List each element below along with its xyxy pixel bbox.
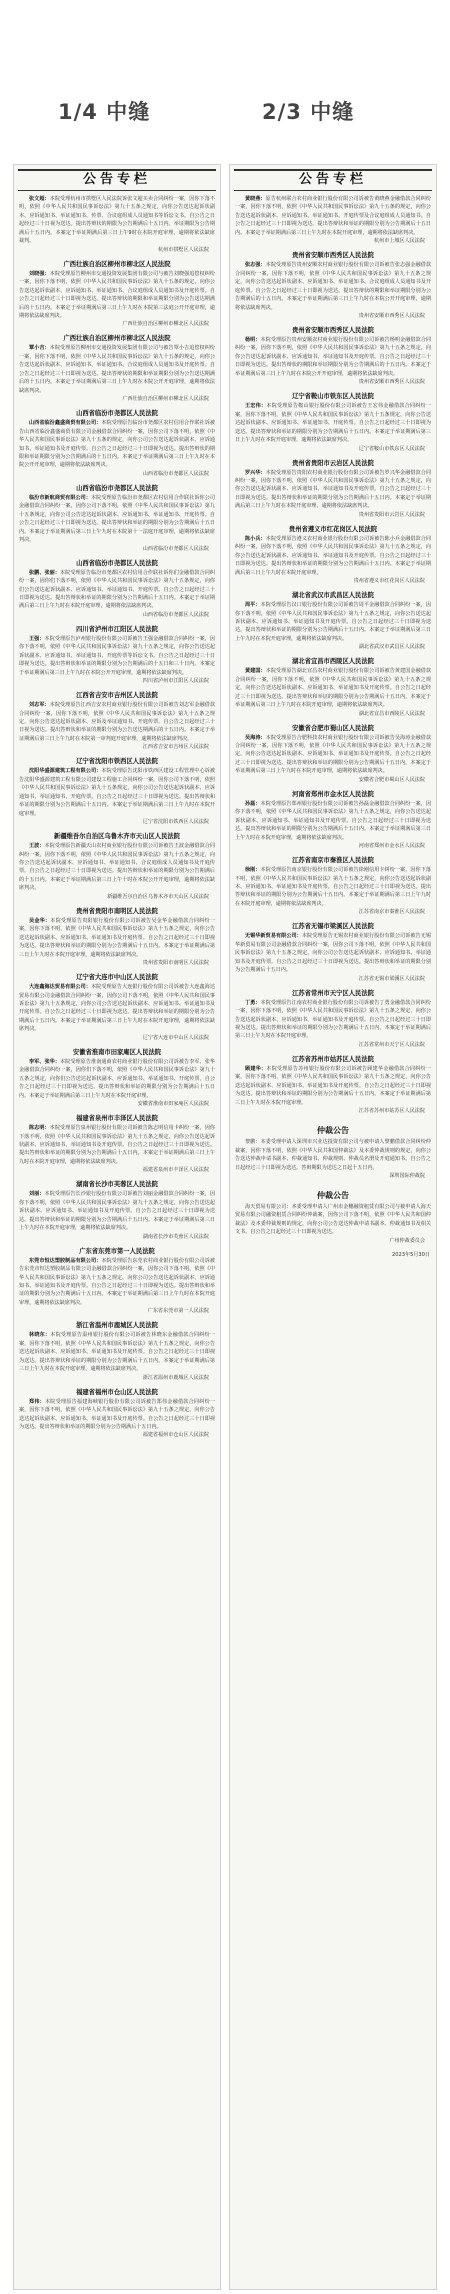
notice-text [235,866,431,908]
notice-body: 本院受理原告泉州银行股份有限公司诉被告陈志明信用卡纠纷一案，因你下落不明，依照《中华人民共和国民事诉讼法》第九十五条之规定，向你公告送达起诉状副本、应诉通知书、举证通知书及开庭传票。自公告之日起经过三十日即视为送达。提出答辩状和举证的期限分别为公告期满后十五日内。本案定于举证期满后第三日上午九时在本院开庭审理，逾期将依法缺席判决。 [19,1125,215,1165]
notice-item [14,1317,220,1383]
notice-text [235,336,431,378]
notice-body: 本院受理原告福建海峡银行股份有限公司诉被告郑伟金融借款合同纠纷一案，因你下落不明，依照《中华人民共和国民事诉讼法》第九十五条之规定，向你公告送达起诉状副本、应诉通知书、举证通知书及开庭传票。自公告之日起经过三十日即视为送达。提出答辩状和举证的期限分别为公告期满后十五日内。 [19,1398,215,1430]
notice-addressee: 山西省临汾鑫盛商贸有限公司： [29,420,102,427]
notice-text [19,1331,215,1373]
notice-signature: 广东省东莞市第一人民法院 [147,1308,209,1315]
notice-body: 本院受理原告柳州市交通投资发展集团有限公司与被告覃小吉追偿权纠纷一案，因你下落不明，依照《中华人民共和国民事诉讼法》第九十五条的规定，向你公告送达起诉状副本、应诉通知书、举证通知书、合议庭组成人员通知书及开庭传票。自公告之日起经过三十日即视为送达。提出答辩状的期限和举证期限分别为公告送达期满后的十五日内。本案定于举证期满后第三日上午九时在本院公开开庭审理，逾期将依法缺席判决。 [19,345,215,394]
notice-item [230,388,436,454]
notice-item [14,969,220,1044]
notice-signature: 广州仲裁委员会 [389,1237,425,1244]
notice-body: 本院受理原告大连银行股份有限公司诉被告大连鑫海达贸易有限公司金融借款合同纠纷一案，因你公司下落不明，依照《中华人民共和国民事诉讼法》第九十五条规定，向你公司公告送达起诉状副本、应诉通知书、举证通知书及开庭传票。自公告之日起经过三十日即视为送达。提出答辩状和举证的期限分别为公告期满后十五日内。本案定于举证期满后第三日上午九时在本院开庭审理，逾期将依法缺席判决。 [19,984,215,1033]
notice-addressee: 顾建华： [245,1065,267,1072]
notice-court-title: 贵州省安顺市西秀区人民法院 [292,252,374,260]
notice-court-title: 贵州省贵阳市南明区人民法院 [76,907,158,915]
notice-item [14,903,220,969]
notice-body: 本院受理原告合肥科技农村商业银行股份有限公司诉被告吴海涛金融借款合同纠纷一案，因你下落不明，依照《中华人民共和国民事诉讼法》第九十五条之规定，向你公告送达起诉状副本、应诉通知书、举证通知书及开庭传票。自公告之日起经过三十日即视为送达。提出答辩状和举证的期限分别为公告期满后十五日内。本案定于举证期满后第三日上午九时在本院开庭审理，逾期将依法缺席判决。 [235,734,431,775]
notice-body: 本院受理原告贵州安顺农村商业银行股份有限公司诉被告杨明金融借款合同纠纷一案，因你下落不明，依照《中华人民共和国民事诉讼法》第九十五条之规定，向你公告送达起诉状副本、应诉通知书、举证通知书及开庭传票。自公告之日起经过三十日即视为送达。提出答辩状的期限和举证期限分别为公告期满后的十五日内。本案定于举证期满后第三日上午九时在本院公开开庭审理，逾期将依法缺席判决。 [235,336,431,377]
notice-signature: 安徽省淮南市田家庵区人民法院 [137,1101,209,1108]
notice-addressee: 林晓东： [29,1332,51,1339]
notice-court-title: 辽宁省鞍山市铁东区人民法院 [292,393,374,401]
notice-text [19,1124,215,1166]
notice-list [230,193,436,1117]
notice-text [235,402,431,444]
notice-court-title: 江西省吉安市吉州区人民法院 [76,692,158,700]
notice-signature: 江苏省南京市秦淮区人民法院 [358,909,425,916]
notice-item [230,720,436,786]
notice-text [19,1190,215,1232]
notice-item [14,1110,220,1176]
notice-addressee: 临汾市新航商贸有限公司： [29,494,92,501]
notice-court-title: 四川省泸州市江阳区人民法院 [76,625,158,633]
notice-body: 本院受理原告郑州银行股份有限公司诉被告孙磊金融借款合同纠纷一案，因你下落不明，依照《中华人民共和国民事诉讼法》第九十五条之规定，向你公告送达起诉状副本、应诉通知书、举证通知书及开庭传票。自公告之日起经过三十日即视为送达。提出答辩状和举证的期限分别为公告期满后十五日内。本案定于举证期满后第三日上午九时在本院开庭审理，逾期将依法缺席判决。 [235,800,431,841]
notice-signature: 四川省泸州市江阳区人民法院 [142,678,209,685]
notice-signature: 福建省泉州市丰泽区人民法院 [142,1167,209,1174]
notice-addressee: 覃小吉： [29,345,50,352]
section-title: 仲裁公告 [317,1189,349,1200]
notice-signature: 湖南省长沙市芙蓉区人民法院 [142,1233,209,1240]
notice-body: 本院受理原告东莞农村商业银行股份有限公司诉被告东莞市恒达塑胶制品有限公司金融借款合同纠纷一案，因你公司下落不明，依照《中华人民共和国民事诉讼法》第九十五条之规定，向你公司公告送达起诉状副本、应诉通知书、举证通知书及开庭传票。自公告之日起经过三十日即视为送达。提出答辩状和举证的期限分别为公告期满后十五日内。本案定于举证期满后第三日上午九时在本院开庭审理，逾期将依法缺席判决。 [19,1257,215,1306]
notice-signature: 安徽省合肥市蜀山区人民法院 [358,776,425,783]
notice-item [14,193,220,256]
notice-court-title: 福建省泉州市丰泽区人民法院 [76,1115,158,1123]
notice-text [235,601,431,643]
notice-item [230,587,436,653]
notice-court-title: 湖南省长沙市芙蓉区人民法院 [76,1181,158,1189]
notice-addressee: 李军、张华： [29,1058,61,1065]
notice-signature: 山西省临汾市尧都区人民法院 [142,470,209,477]
notice-addressee: 吴海涛： [245,734,266,741]
notice-body: 本院受理原告长沙银行股份有限公司诉被告刘丽金融借款合同纠纷一案，因你下落不明，依照《中华人民共和国民事诉讼法》第九十五条之规定，向你公告送达起诉状副本、应诉通知书、举证通知书及开庭传票。自公告之日起经过三十日即视为送达。提出答辩状和举证的期限分别为公告期满后十五日内。本案定于举证期满后第三日上午九时在本院开庭审理，逾期将依法缺席判决。 [19,1191,215,1232]
notice-court-title: 贵州省贵阳市云岩区人民法院 [292,459,374,467]
notice-court-title: 山西省临汾市尧都区人民法院 [76,484,158,492]
arbitration-notice [230,1117,436,1182]
notice-court-title: 福建省福州市仓山区人民法院 [76,1388,158,1396]
notice-signature: 贵州省安顺市西秀区人民法院 [358,312,425,319]
notice-signature: 贵州省贵阳市南明区人民法院 [142,960,209,967]
notice-text [235,195,431,237]
notice-item [14,1044,220,1110]
notice-addressee: 郑伟： [29,1398,45,1405]
notice-text [235,535,431,577]
notice-signature: 江苏省无锡市梁溪区人民法院 [358,975,425,982]
notice-text [235,261,431,312]
notice-item [14,330,220,405]
arbitration-section [230,1117,436,1247]
notice-court-title: 贵州省安顺市西秀区人民法院 [292,326,374,334]
notice-text [235,734,431,776]
notice-court-title: 广东省东莞市第一人民法院 [79,1247,155,1255]
fold-label-right: 2/3 中缝 [262,100,355,124]
notice-text [19,270,215,321]
notice-signature: 山西省临汾市尧都区人民法院 [142,611,209,618]
notice-court-title: 安徽省合肥市蜀山区人民法院 [292,724,374,732]
notice-addressee: 孙磊： [245,800,261,807]
notice-text [19,635,215,677]
notice-body: 本院受理杭州市拱墅区人民法院诉张文超买卖合同纠纷一案，因你下落不明，依照《中华人民共和国民事诉讼法》第九十五条之规定，向你公告送达起诉状副本、应诉通知书、举证通知书、传票、合议庭组成人员通知书等诉讼文书。自公告之日起经过三十日视为送达。提出答辩状的期限为公告期满后十五日内，举证期限为公告期满后十五日内。本案定于举证期满后第三日上午9时在本院开庭审理，逾期将依法缺席裁判。 [19,196,215,245]
notice-addressee: 杨明： [245,336,261,343]
notice-body: 本院受理原告汉口银行股份有限公司诉被告周平金融借款合同纠纷一案，因你下落不明，依照《中华人民共和国民事诉讼法》第九十五条之规定，向你公告送达起诉状副本、应诉通知书、举证通知书及开庭传票。自公告之日起经过三十日即视为送达。提出答辩状和举证的期限分别为公告期满后十五日内。本案定于举证期满后第三日上午九时在本院开庭审理，逾期将依法缺席判决。 [235,602,431,642]
notice-court-title: 广西壮族自治区柳州市柳北区人民法院 [63,335,171,343]
notice-column-left [13,164,221,2290]
notice-court-title: 辽宁省大连市中山区人民法院 [76,974,158,982]
notice-body: 本院受理原告柳州市交通投资发展集团有限公司与被告刘晓强追偿权纠纷一案，因你下落不明，依照《中华人民共和国民事诉讼法》第九十五条的规定，向你公告送达起诉状副本、应诉通知书、举证通知书、合议庭组成人员通知书及开庭传票。自公告之日起经过三十日即视为送达。提出答辩状的期限和举证期限分别为公告送达期满后的十五日内。本案定于举证期满后第三日上午九时在本院第三法庭公开开庭审理，逾期将依法缺席判决。 [19,270,215,319]
notice-body: 本院受理原告苏州银行股份有限公司诉被告顾建华金融借款合同纠纷一案，因你下落不明，依照《中华人民共和国民事诉讼法》第九十五条之规定，向你公告送达起诉状副本、应诉通知书、举证通知书及开庭传票。自公告之日起经过三十日即视为送达。提出答辩状和举证的期限分别为公告期满后十五日内。本案定于举证期满后第三日上午九时在本院开庭审理。 [235,1065,431,1106]
notice-item [230,985,436,1051]
notice-addressee: 周平： [245,602,261,609]
notice-column-right [229,164,437,2290]
notice-signature: 浙江省温州市鹿城区人民法院 [142,1374,209,1381]
notice-body: 本院受理原告临汾市尧都区农村信用合作联社诉你公司金融借款合同纠纷一案，因你公司下落不明，依照《中华人民共和国民事诉讼法》第九十五条规定，向你公司公告送达起诉状副本、应诉通知书、举证通知书、开庭传票。自公告之日起经过三十日即视为送达。提出答辩状和举证的期限分别为公告期满后十五日内。本案定于举证期满后第三日上午九时在本院第十一法庭开庭审理，逾期将依法缺席判决。 [19,494,215,544]
notice-court-title: 江苏省苏州市姑苏区人民法院 [292,1055,374,1063]
notice-text [19,419,215,470]
notice-item [230,653,436,719]
notice-signature: 江苏省常州市天宁区人民法院 [358,1041,425,1048]
notice-text [19,195,215,246]
notice-text [19,983,215,1034]
notice-body: 本院受理原告贵州安顺农村商业银行股份有限公司诉被告张志强金融借款合同纠纷一案，因你下落不明，依照《中华人民共和国民事诉讼法》第九十五条之规定，向你公告送达起诉状副本、应诉通知书、举证通知书、合议庭组成人员通知书及开庭传票。自公告之日起经过三十日即视为送达。提出答辩状的期限和举证期限分别为公告期满后的十五日内。本案定于举证期满后第三日上午九时在本院公开开庭审理，逾期将依法缺席判决。 [235,262,431,311]
notice-body: 本院受理原告遵义农村商业银行股份有限公司诉被告陈小兵金融借款合同纠纷一案，因你下落不明，依照《中华人民共和国民事诉讼法》第九十五条之规定，向你公告送达起诉状副本、应诉通知书、举证通知书及开庭传票。自公告之日起经过三十日即视为送达。提出答辩状和举证的期限分别为公告期满后十五日内。本案定于举证期满后第三日上午九时在本院开庭审理。 [235,535,431,576]
notice-addressee: 丁勇： [245,999,261,1006]
notice-item [230,1051,436,1117]
notice-addressee: 大连鑫海达贸易有限公司： [29,984,92,991]
notice-signature: 湖北省宜昌市西陵区人民法院 [358,710,425,717]
notice-item [14,753,220,828]
notice-signature: 江西省吉安市吉州区人民法院 [142,744,209,751]
notice-text [235,999,431,1041]
notice-addressee: 吴金华： [29,917,51,924]
notice-body: 本院受理原告泸州银行股份有限公司诉被告王强金融借款合同纠纷一案，因你下落不明，依照《中华人民共和国民事诉讼法》第九十五条之规定，向你公告送达起诉状副本、应诉通知书、举证通知书、开庭传票等诉讼文书。自公告之日起经过三十日即视为送达。提出答辩状和举证的期限分别为公告期满后的十五日和三十日内。本案定于举证期满后第三日上午九时在本院公开开庭审理，逾期将依法缺席判决。 [19,635,215,676]
notice-item [14,555,220,621]
notice-body: 本院受理原告南京银行股份有限公司诉被告徐刚信用卡纠纷一案，因你下落不明，依照《中华人民共和国民事诉讼法》第九十五条之规定，向你公告送达起诉状副本、应诉通知书、举证通知书及开庭传票。自公告之日起经过三十日即视为送达。提出答辩状和举证的期限分别为公告期满后十五日内。本案定于举证期满后第三日上午九时在本院开庭审理，逾期将依法缺席判决。 [235,867,431,907]
notice-signature: 河南省郑州市金水区人民法院 [358,843,425,850]
notice-body: 原告杭州联合农村商业银行股份有限公司诉被告黄晓燕金融借款合同纠纷一案，因你下落不明，依照《中华人民共和国民事诉讼法》第九十五条的规定，向你公告送达起诉状副本、应诉通知书、举证通知书、开庭传票及合议庭组成人员通知书。自公告之日起经过三十日即视为送达。提出答辩状和举证的期限分别为公告期满后十五日内。本案定于举证期满后第三日上午九时在本院开庭审理，逾期将依法缺席判决。 [235,196,431,236]
notice-item [14,828,220,903]
notice-court-title: 江苏省南京市秦淮区人民法院 [292,857,374,865]
notice-addressee: 徐刚： [245,867,261,874]
notice-addressee: 黄建国： [245,668,266,675]
notice-addressee: 刘丽： [29,1191,45,1198]
notice-signature: 贵州省贵阳市云岩区人民法院 [358,511,425,518]
notice-addressee: 张志强： [245,262,266,269]
notice-item [14,405,220,480]
notice-court-title: 新疆维吾尔自治区乌鲁木齐市天山区人民法院 [54,833,180,841]
notice-addressee: 王宏伟： [245,403,267,410]
notice-addressee: 沈阳华盛源建筑工程有限公司： [29,768,102,775]
notice-text [19,494,215,545]
notice-body: 本院受理原告贵阳银行股份有限公司诉被告吴金华金融借款合同纠纷一案，因你下落不明，依照《中华人民共和国民事诉讼法》第九十五条之规定，向你公告送达起诉状副本、应诉通知书、举证通知书及开庭传票。自公告之日起经过三十日即视为送达。提出答辩状和举证的期限分别为公告期满后十五日内。本案定于举证期满后第三日上午九时在本院开庭审理，逾期将依法缺席判决。 [19,917,215,958]
notice-signature: 江苏省苏州市姑苏区人民法院 [358,1108,425,1115]
notice-item [230,322,436,388]
notice-addressee: 张文超： [29,196,50,202]
notice-addressee: 东莞市恒达塑胶制品有限公司： [29,1257,102,1264]
notice-court-title: 安徽省淮南市田家庵区人民法院 [72,1048,162,1056]
notice-court-title: 湖北省宜昌市西陵区人民法院 [292,658,374,666]
notice-signature: 贵州省遵义市红花岗区人民法院 [353,578,425,585]
notice-addressee: 刘晓强： [29,270,50,277]
notice-text [19,767,215,818]
notice-signature: 贵州省安顺市西秀区人民法院 [358,379,425,386]
notice-signature: 广西壮族自治区柳州市柳北区人民法院 [122,396,209,403]
notice-signature: 辽宁省沈阳市铁西区人民法院 [142,819,209,826]
notice-text [19,569,215,611]
notice-signature: 杭州市拱墅区人民法院 [158,246,209,253]
notice-addressee: 王强： [29,635,45,642]
notice-item [14,1176,220,1242]
notice-court-title: 辽宁省沈阳市铁西区人民法院 [76,758,158,766]
notice-item [14,480,220,555]
column-header: 公告专栏 [18,169,216,191]
notice-item [14,1243,220,1318]
section-title: 仲裁公告 [317,1125,349,1136]
notice-addressee: 王波： [29,843,45,850]
notice-court-title: 河南省郑州市金水区人民法院 [292,790,374,798]
notice-text [19,1058,215,1100]
notice-court-title: 江苏省常州市天宁区人民法院 [292,989,374,997]
column-header: 公告专栏 [234,169,432,191]
notice-court-title: 江苏省无锡市梁溪区人民法院 [292,923,374,931]
notice-text [19,344,215,395]
notice-body: 本院受理原告江南农村商业银行股份有限公司诉被告丁勇金融借款合同纠纷一案，因你下落不明，依照《中华人民共和国民事诉讼法》第九十五条之规定，向你公告送达起诉状副本、应诉通知书、举证通知书及开庭传票。自公告之日起经过三十日即视为送达。提出答辩状和举证的期限分别为公告期满后十五日内。本案定于举证期满后第三日上午九时在本院开庭审理。 [235,999,431,1040]
notice-item [14,621,220,687]
notice-list [14,193,220,1441]
notice-court-title: 贵州省遵义市红花岗区人民法院 [288,525,378,533]
notice-signature: 新疆维吾尔自治区乌鲁木齐市天山区人民法院 [107,893,209,900]
notice-text [19,1257,215,1308]
notice-signature: 福建省福州市仓山区人民法院 [142,1432,209,1439]
notice-signature: 深圳国际仲裁院 [389,1172,425,1179]
notice-item [230,455,436,521]
notice-body: 本院受理原告贵阳农村商业银行股份有限公司诉被告罗兴华金融借款合同纠纷一案，因你下落不明，依照《中华人民共和国民事诉讼法》第九十五条之规定，向你公告送达起诉状副本、应诉通知书、举证通知书及开庭传票。自公告之日起经过三十日即视为送达。提出答辩状和举证的期限分别为公告期满后十五日内。本案定于举证期满后第三日上午九时在本院开庭审理，逾期将依法缺席判决。 [235,469,431,510]
notice-addressee: 陈小兵： [245,535,266,542]
notice-court-title: 浙江省温州市鹿城区人民法院 [76,1322,158,1330]
notice-item [14,256,220,331]
notice-text: 海天贸易有限公司：本委受理申请人广州市金穗融资租赁有限公司与被申请人海天贸易有限公司融资租赁合同纠纷仲裁案，因你公司下落不明，依照《中华人民共和国仲裁法》及本委仲裁规则的规定，向你公司公告送达仲裁申请书副本、仲裁通知书及相关文书。自公告之日起经过三十日即视为送达。 [235,1203,431,1236]
notice-court-title: 湖北省武汉市武昌区人民法院 [292,592,374,600]
notice-text [235,469,431,511]
notice-addressee: 陈志明： [29,1125,50,1132]
notice-body: 本院受理原告临汾市尧都区农村信用合作联社诉你们金融借款合同纠纷一案，因你们下落不明，依照《中华人民共和国民事诉讼法》第九十五条规定，向你们公告送达起诉状副本、应诉通知书、举证通知书、开庭传票。自公告之日起经过三十日即视为送达。提出答辩状和举证的期限分别为公告期满后十五日内。本案定于举证期满后第三日上午九时在本院开庭审理，逾期将依法缺席判决。 [19,569,215,610]
notice-signature: 山西省临汾市尧都区人民法院 [142,545,209,552]
notice-addressee: 刘志军： [29,702,50,709]
notice-court-title: 广西壮族自治区柳州市柳北区人民法院 [63,260,171,268]
notice-body: 本院受理原告温州银行股份有限公司诉被告林晓东金融借款合同纠纷一案，因你下落不明，依照《中华人民共和国民事诉讼法》第九十五条之规定，向你公告送达起诉状副本、应诉通知书、举证通知书及开庭传票。自公告之日起经过三十日即视为送达。提出答辩状和举证的期限分别为公告期满后十五日内。本案定于举证期满后第三日上午九时在本院开庭审理，逾期将依法缺席判决。 [19,1332,215,1373]
notice-body: 本院受理原告江西吉安农村商业银行股份有限公司诉被告刘志军金融借款合同纠纷一案，因你下落不明，依照《中华人民共和国民事诉讼法》第九十五条之规定，向你公告送达起诉状副本、应诉及举证通知书、开庭传票。自公告之日起经过三十日视为送达。提出答辩状和举证的期限分别为公告送达期满后的十五日内。本案定于举证期满后第三日上午九时在本院第一审判庭开庭审理，逾期将依法缺席判决。 [19,702,215,742]
notice-text: 黎鹏：本委受理申请人深圳市兴业达投资有限公司与被申请人黎鹏借款合同纠纷仲裁案，因你下落不明，依照《中华人民共和国仲裁法》及本委仲裁规则的规定，向你公告送达仲裁申请书副本、仲裁通知书、仲裁规则、仲裁员名册及开庭通知书。自公告之日起经过三十日即视为送达。答辩期限为送达之日起十五日内。 [235,1139,431,1171]
notice-addressee: 无锡华新贸易有限公司： [245,933,302,940]
notice-item [14,1384,220,1442]
notice-body: 本院受理原告无锡农村商业银行股份有限公司诉被告无锡华新贸易有限公司金融借款合同纠纷一案，因你公司下落不明，依照《中华人民共和国民事诉讼法》第九十五条之规定，向你公司公告送达起诉状副本、应诉通知书、举证通知书及开庭传票。自公告之日起经过三十日即视为送达。提出答辩状和举证的期限分别为公告期满后十五日内。 [235,933,431,974]
notice-signature: 辽宁省大连市中山区人民法院 [142,1034,209,1041]
notice-addressee: 张鹏、张丽： [29,569,61,576]
notice-signature: 广西壮族自治区柳州市柳北区人民法院 [122,321,209,328]
notice-signature: 辽宁省鞍山市铁东区人民法院 [358,445,425,452]
notice-item [230,521,436,587]
notice-text [19,842,215,893]
notice-text [19,1398,215,1432]
fold-label-left: 1/4 中缝 [58,100,151,124]
notice-item [14,687,220,753]
notice-addressee: 黄晓燕： [245,196,266,202]
notice-body: 本院受理原告鞍山银行股份有限公司诉被告王宏伟金融借款合同纠纷一案，因你下落不明，依照《中华人民共和国民事诉讼法》第九十五条规定，向你公告送达起诉状副本、应诉通知书、举证通知书、开庭传票。自公告之日起经过三十日即视为送达。提出答辩状和举证的期限分别为公告期满后十五日内。本案定于举证期满后第三日上午九时在本院开庭审理，逾期将依法缺席判决。 [235,403,431,444]
notice-body: 本院受理原告湖北宜昌农村商业银行股份有限公司诉被告黄建国金融借款合同纠纷一案，因你下落不明，依照《中华人民共和国民事诉讼法》第九十五条之规定，向你公告送达起诉状副本、应诉通知书、举证通知书及开庭传票。自公告之日起经过三十日即视为送达。提出答辩状和举证的期限分别为公告期满后十五日内。本案定于举证期满后第三日上午九时在本院开庭审理，逾期将依法缺席判决。 [235,668,431,709]
notice-text [235,667,431,709]
arbitration-notice [230,1182,436,1247]
notice-item [230,852,436,918]
notice-item [230,786,436,852]
notice-text [19,701,215,743]
notice-body: 本院受理原告临汾市尧都区农村信用合作联社诉被告山西省临汾鑫盛商贸有限公司金融借款合同纠纷一案，因你公司下落不明，依照《中华人民共和国民事诉讼法》第九十五条的规定，向你公司公告送达起诉状副本、应诉通知书、举证通知书及开庭传票。自公告之日起经过三十日即视为送达。提出答辩状的期限和举证期限分别为公告期满后的十五日内。本案定于举证期满后第三日上午九时在本院公开开庭审理，逾期将依法缺席判决。 [19,420,215,469]
notice-item [230,918,436,984]
notice-body: 本院受理原告淮南通商农村商业银行股份有限公司诉被告李军、张华金融借款合同纠纷一案，因你们下落不明，依照《中华人民共和国民事诉讼法》第九十五条之规定，向你们公告送达起诉状副本、应诉通知书、举证通知书、开庭传票。自公告之日起经过三十日即视为送达。提出答辩状和举证的期限分别为公告期满后十五日内。本案定于举证期满后第三日上午九时在本院开庭审理。 [19,1058,215,1099]
date-sign: 2023年5月30日 [392,1251,430,1258]
notice-item [230,247,436,322]
notice-body: 本院受理原告沈阳市铁西区建设工程管理中心诉被告沈阳华盛源建筑工程有限公司建设工程施工合同纠纷一案，因你公司下落不明，依照《中华人民共和国民事诉讼法》第九十五条规定，向你公司公告送达起诉状副本、应诉通知书、举证通知书、开庭传票。自公告之日起经过三十日即视为送达。提出答辩状和举证的期限分别为公告期满后十五日内。本案定于举证期满后第三日上午九时在本院开庭审理。 [19,768,215,817]
notice-addressee: 罗兴华： [245,469,266,476]
notice-body: 本院受理原告新疆天山农村商业银行股份有限公司诉被告王波金融借款合同纠纷一案，因你下落不明，依照《中华人民共和国民事诉讼法》第九十五条之规定，向你公告送达起诉状副本、应诉通知书、举证通知书、合议庭组成人员通知书及开庭传票。自公告之日起经过三十日即视为送达。提出答辩状和举证的期限分别为公告期满后的十五日内。本案定于举证期满后第三日上午十时在本院公开开庭审理，逾期将依法缺席判决。 [19,843,215,892]
notice-text [235,1065,431,1107]
notice-text [19,917,215,959]
notice-signature: 杭州市上城区人民法院 [374,238,425,245]
notice-court-title: 山西省临汾市尧都区人民法院 [76,559,158,567]
notice-text [235,800,431,842]
notice-item [230,193,436,247]
notice-court-title: 山西省临汾市尧都区人民法院 [76,410,158,418]
notice-text [235,932,431,974]
notice-signature: 湖北省武汉市武昌区人民法院 [358,644,425,651]
